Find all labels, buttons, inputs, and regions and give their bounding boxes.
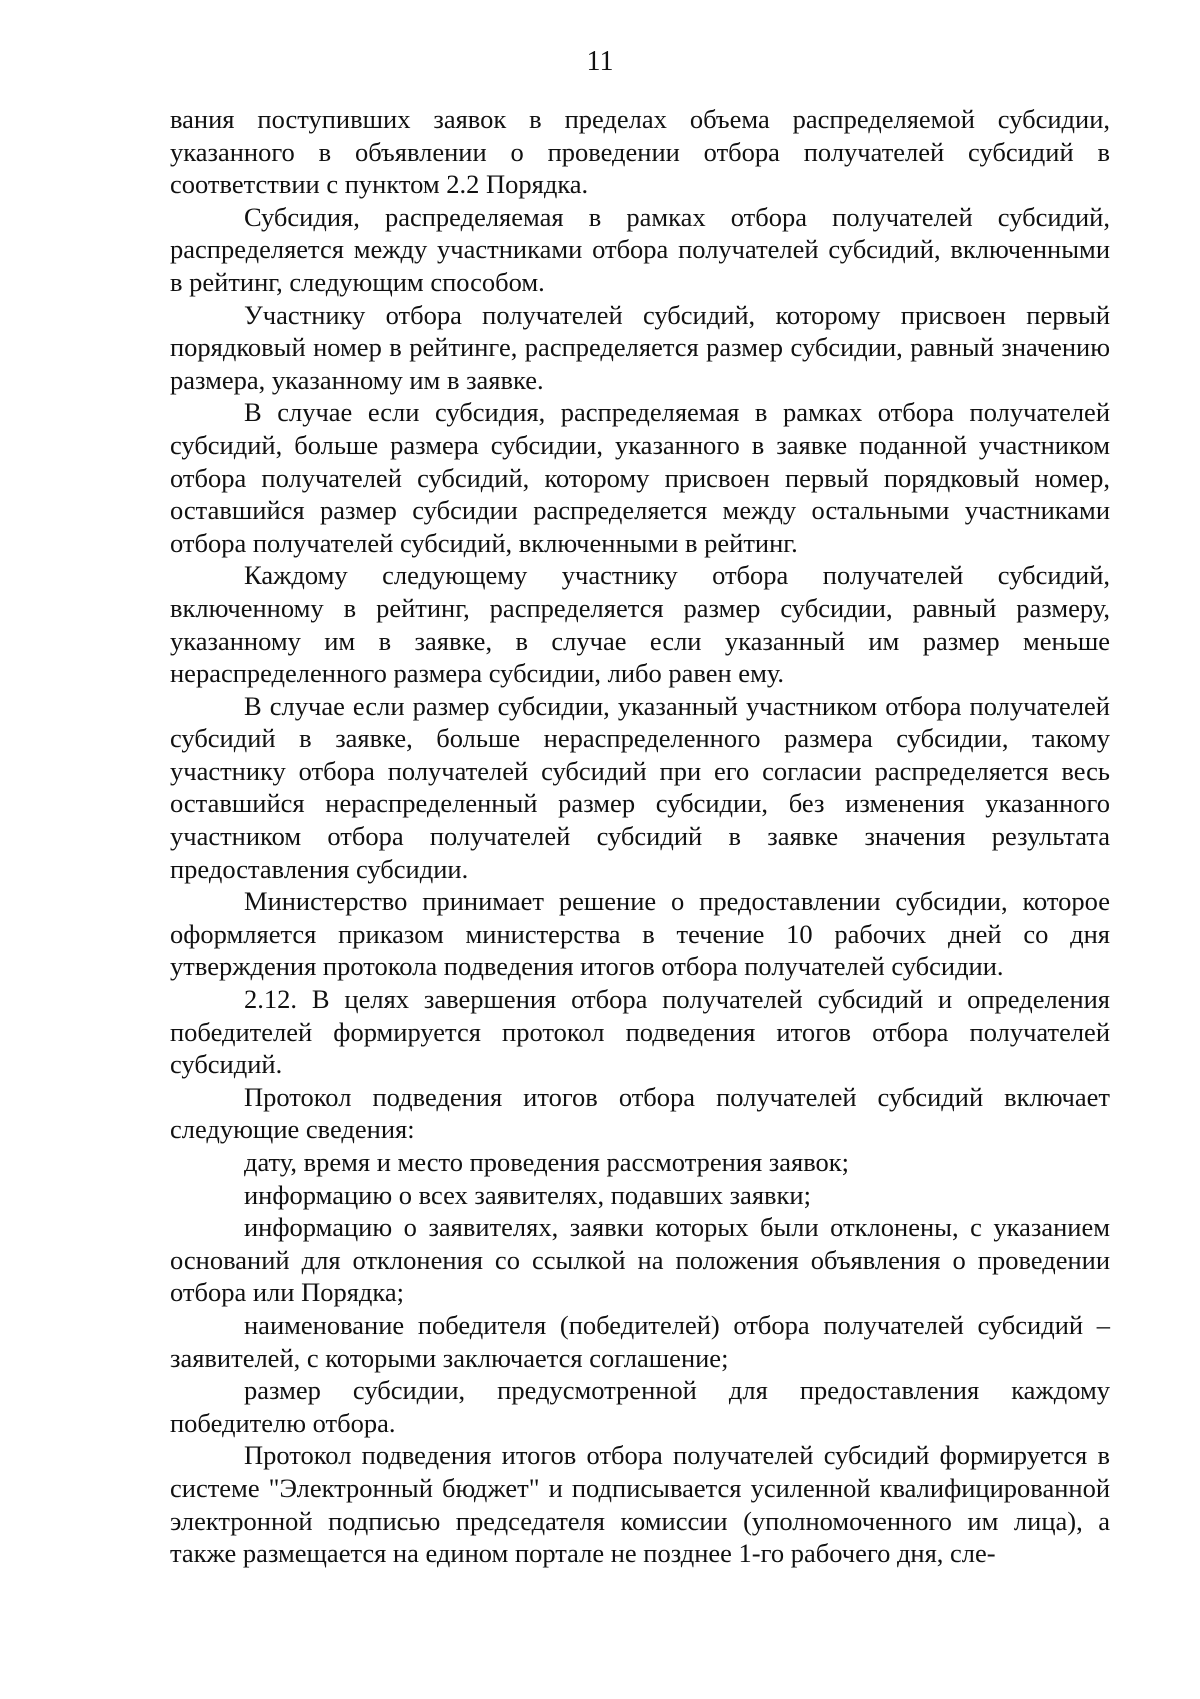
paragraph-7: Министерство принимает решение о предоставлении субсидии, которое оформляется приказом министерства в течение 10 рабочих дней со дня утверждения протокола подведения итогов отбора получателей субсидии. bbox=[170, 886, 1110, 982]
paragraph-2: Субсидия, распределяемая в рамках отбора получателей субсидий, распределяется между участниками отбора получателей субсидий, включенными в рейтинг, следующим способом. bbox=[170, 201, 1110, 297]
paragraph-11: информацию о всех заявителях, подавших заявки; bbox=[244, 1179, 811, 1210]
paragraph-12: информацию о заявителях, заявки которых были отклонены, с указанием оснований для отклонения со ссылкой на положения объявления о проведении отбора или Порядка; bbox=[170, 1212, 1110, 1308]
paragraph-10: дату, время и место проведения рассмотрения заявок; bbox=[244, 1147, 850, 1177]
paragraph-5: Каждому следующему участнику отбора получателей субсидий, включенному в рейтинг, распределяется размер субсидии, равный размеру, указанному им в заявке, в случае если указанный им размер меньше нераспределенного размера субсидии, либо равен ему. bbox=[170, 560, 1110, 689]
paragraph-13: наименование победителя (победителей) отбора получателей субсидий – заявителей, с которыми заключается соглашение; bbox=[170, 1309, 1110, 1373]
paragraph-1: вания поступивших заявок в пределах объема распределяемой субсидии, указанного в объявлении о проведении отбора получателей субсидий в соответствии с пунктом 2.2 Порядка. bbox=[170, 104, 1110, 200]
paragraph-6: В случае если размер субсидии, указанный участником отбора получателей субсидий в заявке, больше нераспределенного размера субсидии, такому участнику отбора получателей субсидий при его согласии распределяется весь оставшийся нераспределенный размер субсидии, без изменения указанного участником отбора получателей субсидий в заявке значения результата предоставления субсидии. bbox=[170, 690, 1110, 884]
paragraph-15: Протокол подведения итогов отбора получателей субсидий формируется в системе "Электронный бюджет" и подписывается усиленной квалифицированной электронной подписью председателя комиссии (уполномоченного им лица), а также размещается на едином портале не позднее 1-го рабочего дня, сле- bbox=[170, 1440, 1110, 1569]
paragraph-9: Протокол подведения итогов отбора получателей субсидий включает следующие сведения: bbox=[170, 1081, 1110, 1145]
paragraph-14: размер субсидии, предусмотренной для предоставления каждому победителю отбора. bbox=[170, 1375, 1110, 1438]
paragraph-3: Участнику отбора получателей субсидий, которому присвоен первый порядковый номер в рейтинге, распределяется размер субсидии, равный значению размера, указанному им в заявке. bbox=[170, 299, 1110, 395]
page-number: 11 bbox=[586, 46, 614, 77]
paragraph-8: 2.12. В целях завершения отбора получателей субсидий и определения победителей формируется протокол подведения итогов отбора получателей субсидий. bbox=[170, 984, 1110, 1080]
document-body bbox=[170, 103, 1110, 1570]
paragraph-4: В случае если субсидия, распределяемая в рамках отбора получателей субсидий, больше размера субсидии, указанного в заявке поданной участником отбора получателей субсидий, которому присвоен первый порядковый номер, оставшийся размер субсидии распределяется между остальными участниками отбора получателей субсидий, включенными в рейтинг. bbox=[170, 397, 1110, 558]
